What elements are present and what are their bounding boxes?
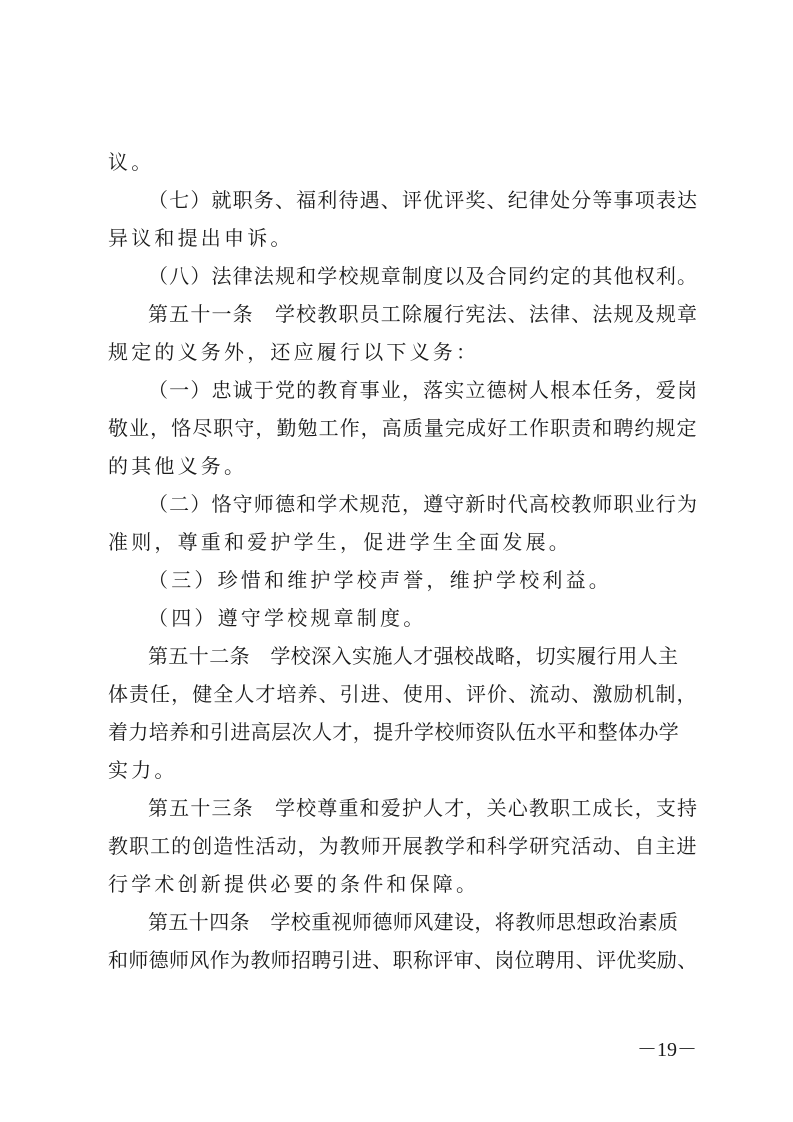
text-line: （八）法律法规和学校规章制度以及合同约定的其他权利。: [148, 264, 699, 288]
text-line: 准则，尊重和爱护学生，促进学生全面发展。: [108, 530, 572, 554]
text-line: （一）忠诚于党的教育事业，落实立德树人根本任务，爱岗: [148, 378, 699, 402]
page-number-text: －19－: [637, 1039, 697, 1061]
text-line: 第五十三条 学校尊重和爱护人才，关心教职工成长，支持: [148, 796, 699, 820]
text-line: 实力。: [108, 758, 178, 782]
text-line: 规定的义务外，还应履行以下义务：: [108, 340, 480, 364]
text-line: 和师德师风作为教师招聘引进、职称评审、岗位聘用、评优奖励、: [108, 948, 698, 972]
text-line: 议。: [108, 150, 155, 174]
text-line: （三）珍惜和维护学校声誉，维护学校利益。: [148, 568, 612, 592]
text-line: 教职工的创造性活动，为教师开展教学和科学研究活动、自主进: [108, 834, 698, 858]
text-line: 第五十二条 学校深入实施人才强校战略，切实履行用人主: [148, 644, 679, 668]
text-line: 第五十一条 学校教职员工除履行宪法、法律、法规及规章: [148, 302, 699, 326]
text-line: 第五十四条 学校重视师德师风建设，将教师思想政治素质: [148, 910, 679, 934]
text-line: 行学术创新提供必要的条件和保障。: [108, 872, 480, 896]
text-line: （二）恪守师德和学术规范，遵守新时代高校教师职业行为: [148, 492, 699, 516]
text-line: 着力培养和引进高层次人才，提升学校师资队伍水平和整体办学: [108, 720, 680, 744]
text-line: （四）遵守学校规章制度。: [148, 606, 427, 630]
text-line: 敬业，恪尽职守，勤勉工作，高质量完成好工作职责和聘约规定: [108, 416, 698, 440]
text-line: 异议和提出申诉。: [108, 226, 294, 250]
text-line: 的其他义务。: [108, 454, 248, 478]
text-line: 体责任，健全人才培养、引进、使用、评价、流动、激励机制，: [108, 682, 698, 706]
text-line: （七）就职务、福利待遇、评优评奖、纪律处分等事项表达: [148, 188, 699, 212]
